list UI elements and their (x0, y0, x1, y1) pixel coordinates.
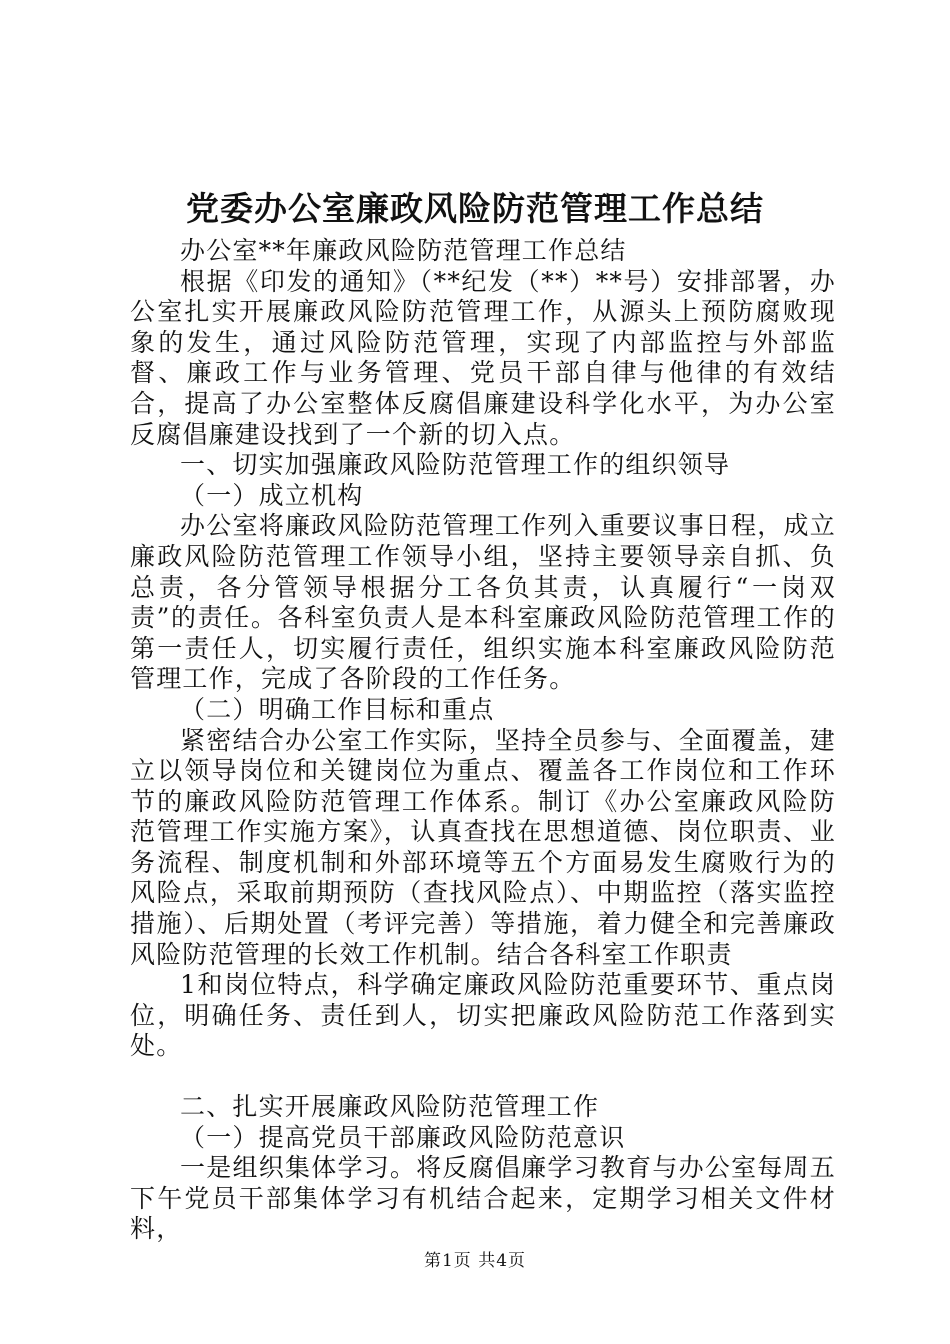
subsection-heading-2-1: （一）提高党员干部廉政风险防范意识 (180, 1122, 626, 1152)
paragraph-1-2-cont: 1和岗位特点，科学确定廉政风险防范重要环节、重点岗位，明确任务、责任到人，切实把廉政风险防范工作落到实处。 (130, 970, 836, 1061)
paragraph-1-1: 办公室将廉政风险防范管理工作列入重要议事日程，成立廉政风险防范管理工作领导小组，坚持主要领导亲自抓、负总责，各分管领导根据分工各负其责，认真履行“一岗双责”的责任。各科室负责人是本科室廉政风险防范管理工作的第一责任人，切实履行责任，组织实施本科室廉政风险防范管理工作，完成了各阶段的工作任务。 (130, 511, 836, 694)
document-title: 党委办公室廉政风险防范管理工作总结 (186, 189, 764, 228)
intro-paragraph: 根据《印发的通知》（**纪发（**）**号）安排部署，办公室扎实开展廉政风险防范管理工作，从源头上预防腐败现象的发生，通过风险防范管理，实现了内部监控与外部监督、廉政工作与业务管理、党员干部自律与他律的有效结合，提高了办公室整体反腐倡廉建设科学化水平，为办公室反腐倡廉建设找到了一个新的切入点。 (130, 266, 836, 449)
paragraph-2-1: 一是组织集体学习。将反腐倡廉学习教育与办公室每周五下午党员干部集体学习有机结合起来，定期学习相关文件材料， (130, 1153, 836, 1244)
subsection-heading-1-1: （一）成立机构 (180, 480, 364, 510)
document-body (130, 236, 836, 1245)
subsection-heading-1-2: （二）明确工作目标和重点 (180, 694, 495, 724)
subtitle-line: 办公室**年廉政风险防范管理工作总结 (180, 236, 627, 265)
paragraph-1-2: 紧密结合办公室工作实际，坚持全员参与、全面覆盖，建立以领导岗位和关键岗位为重点、覆盖各工作岗位和工作环节的廉政风险防范管理工作体系。制订《办公室廉政风险防范管理工作实施方案》，认真查找在思想道德、岗位职责、业务流程、制度机制和外部环境等五个方面易发生腐败行为的风险点，采取前期预防（查找风险点）、中期监控（落实监控措施）、后期处置（考评完善）等措施，着力健全和完善廉政风险防范管理的长效工作机制。结合各科室工作职责 (130, 725, 836, 969)
section-heading-1: 一、切实加强廉政风险防范管理工作的组织领导 (180, 450, 731, 480)
page-footer: 第1页 共4页 (423, 1251, 527, 1271)
section-heading-2: 二、扎实开展廉政风险防范管理工作 (180, 1092, 600, 1122)
